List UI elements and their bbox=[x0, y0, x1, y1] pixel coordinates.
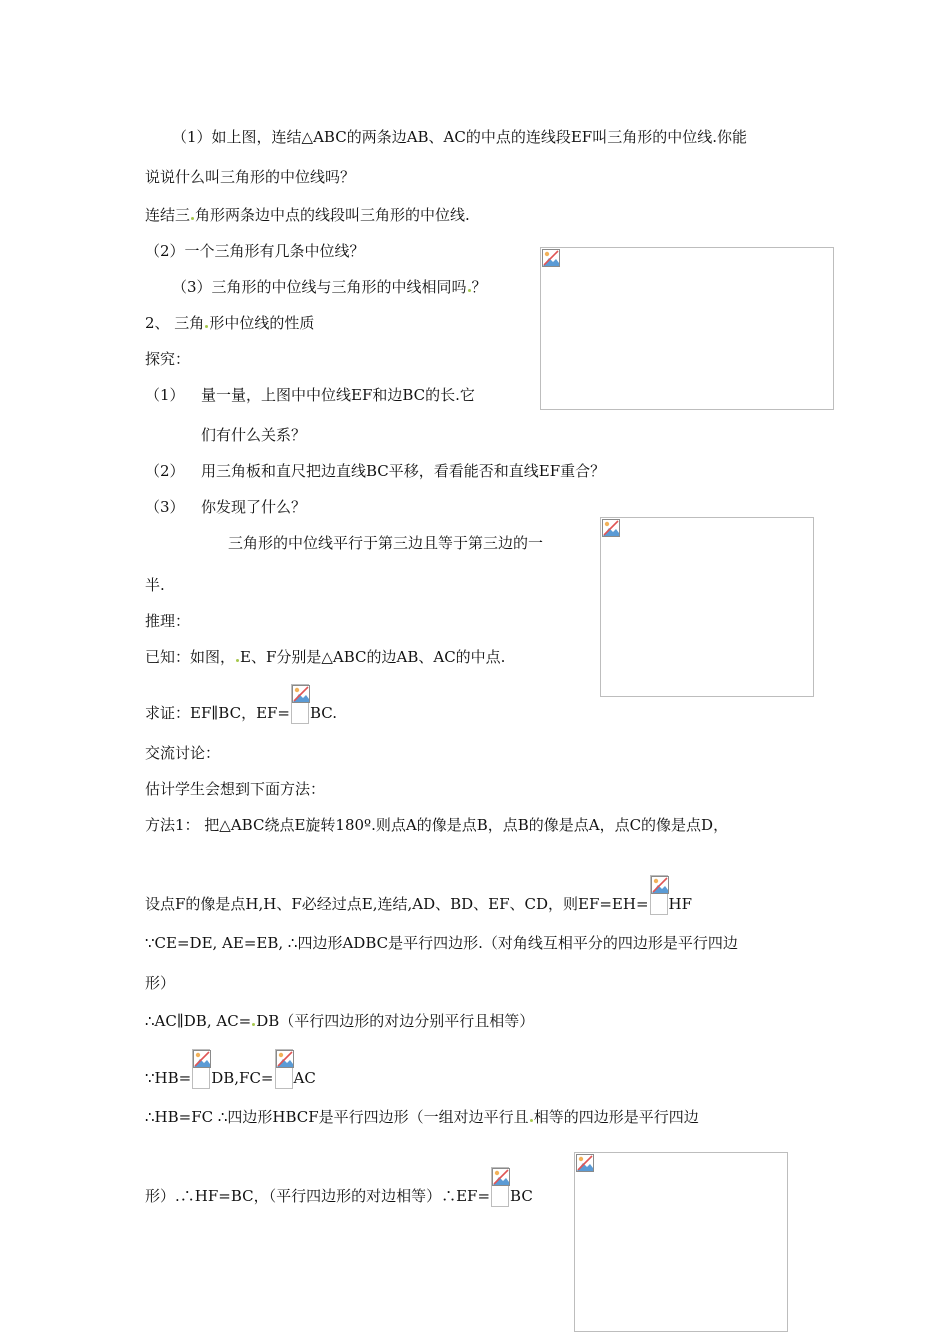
text-span: 连结三 bbox=[145, 206, 191, 224]
text-span: BC. bbox=[310, 704, 338, 722]
text-span: 量一量，上图中中位线EF和边BC的长.它 bbox=[201, 386, 475, 404]
figure-image bbox=[540, 247, 834, 410]
text-span: 相等的四边形是平行四边 bbox=[533, 1108, 699, 1126]
fraction-image bbox=[491, 1167, 509, 1207]
text-span: ∵HB= bbox=[145, 1069, 192, 1087]
text-line: （1）如上图，连结△ABC的两条边AB、AC的中点的连线段EF叫三角形的中位线.你能 bbox=[172, 128, 747, 146]
text-span: E、F分别是△ABC的边AB、AC的中点. bbox=[240, 648, 506, 666]
text-span: 形中位线的性质 bbox=[209, 314, 315, 332]
section-heading bbox=[145, 313, 314, 333]
text-span: BC bbox=[510, 1187, 533, 1205]
text-line bbox=[172, 277, 487, 297]
list-item bbox=[145, 385, 475, 405]
edit-mark bbox=[252, 1023, 255, 1026]
broken-image-icon bbox=[602, 519, 620, 537]
text-span: 形）.∴HF=BC，（平行四边形的对边相等）∴EF= bbox=[145, 1187, 491, 1205]
list-number: （1） bbox=[145, 386, 185, 404]
broken-image-icon bbox=[276, 1050, 294, 1068]
list-number: （3） bbox=[145, 498, 185, 516]
edit-mark bbox=[468, 289, 471, 292]
fraction-image bbox=[275, 1049, 293, 1089]
text-span: ∴AC∥DB, AC= bbox=[145, 1012, 252, 1030]
fraction-image bbox=[650, 875, 668, 915]
broken-image-icon bbox=[542, 249, 560, 267]
text-line: 半. bbox=[145, 576, 165, 594]
text-line: 说说什么叫三角形的中位线吗？ bbox=[145, 168, 356, 186]
broken-image-icon bbox=[651, 876, 669, 894]
text-line bbox=[145, 647, 505, 667]
fraction-image bbox=[192, 1049, 210, 1089]
text-span: AC bbox=[293, 1069, 316, 1087]
list-number: （2） bbox=[145, 462, 185, 480]
text-span: 求证：EF∥BC，EF= bbox=[145, 704, 290, 722]
list-item bbox=[145, 497, 306, 517]
text-line: 估计学生会想到下面方法： bbox=[145, 780, 326, 798]
broken-image-icon bbox=[292, 685, 310, 703]
text-span: 已知：如图， bbox=[145, 648, 236, 666]
text-line: 探究： bbox=[145, 350, 191, 368]
text-line bbox=[145, 1011, 534, 1031]
broken-image-icon bbox=[576, 1154, 594, 1172]
list-item bbox=[145, 461, 605, 481]
text-line bbox=[145, 694, 337, 734]
figure-image bbox=[574, 1152, 788, 1332]
broken-image-icon bbox=[492, 1168, 510, 1186]
text-line: 们有什么关系？ bbox=[201, 426, 307, 444]
text-line bbox=[145, 1059, 316, 1099]
text-line: （2）一个三角形有几条中位线？ bbox=[145, 242, 365, 260]
text-span: 用三角板和直尺把边直线BC平移，看看能否和直线EF重合？ bbox=[201, 462, 606, 480]
text-span: ？ bbox=[471, 278, 487, 296]
edit-mark bbox=[236, 659, 239, 662]
text-span: DB,FC= bbox=[211, 1069, 274, 1087]
edit-mark bbox=[191, 217, 194, 220]
text-line: 形） bbox=[145, 974, 176, 992]
text-span: ∴HB=FC ∴四边形HBCF是平行四边形（一组对边平行且 bbox=[145, 1108, 529, 1126]
text-line bbox=[145, 1177, 533, 1217]
text-line: 方法1： 把△ABC绕点E旋转180º.则点A的像是点B，点B的像是点A，点C的像是点D， bbox=[145, 816, 729, 834]
text-span: 2、 三角 bbox=[145, 314, 205, 332]
conclusion-text: 三角形的中位线平行于第三边且等于第三边的一 bbox=[228, 534, 544, 552]
text-span: 你发现了什么？ bbox=[201, 498, 307, 516]
text-line bbox=[145, 885, 692, 925]
text-span: （3）三角形的中位线与三角形的中线相同吗 bbox=[172, 278, 467, 296]
text-span: HF bbox=[668, 895, 693, 913]
text-span: 角形两条边中点的线段叫三角形的中位线. bbox=[195, 206, 470, 224]
broken-image-icon bbox=[193, 1050, 211, 1068]
text-span: DB（平行四边形的对边分别平行且相等） bbox=[256, 1012, 535, 1030]
fraction-image bbox=[291, 684, 309, 724]
text-line bbox=[145, 1107, 699, 1127]
text-span: 设点F的像是点H,H、F必经过点E,连结,AD、BD、EF、CD，则EF=EH= bbox=[145, 895, 649, 913]
edit-mark bbox=[205, 325, 208, 328]
text-line: 推理： bbox=[145, 612, 191, 630]
figure-image bbox=[600, 517, 814, 697]
text-line: ∵CE=DE, AE=EB, ∴四边形ADBC是平行四边形.（对角线互相平分的四边形是平行四边 bbox=[145, 934, 738, 952]
text-line bbox=[145, 205, 470, 225]
edit-mark bbox=[530, 1119, 533, 1122]
text-line: 交流讨论： bbox=[145, 744, 221, 762]
